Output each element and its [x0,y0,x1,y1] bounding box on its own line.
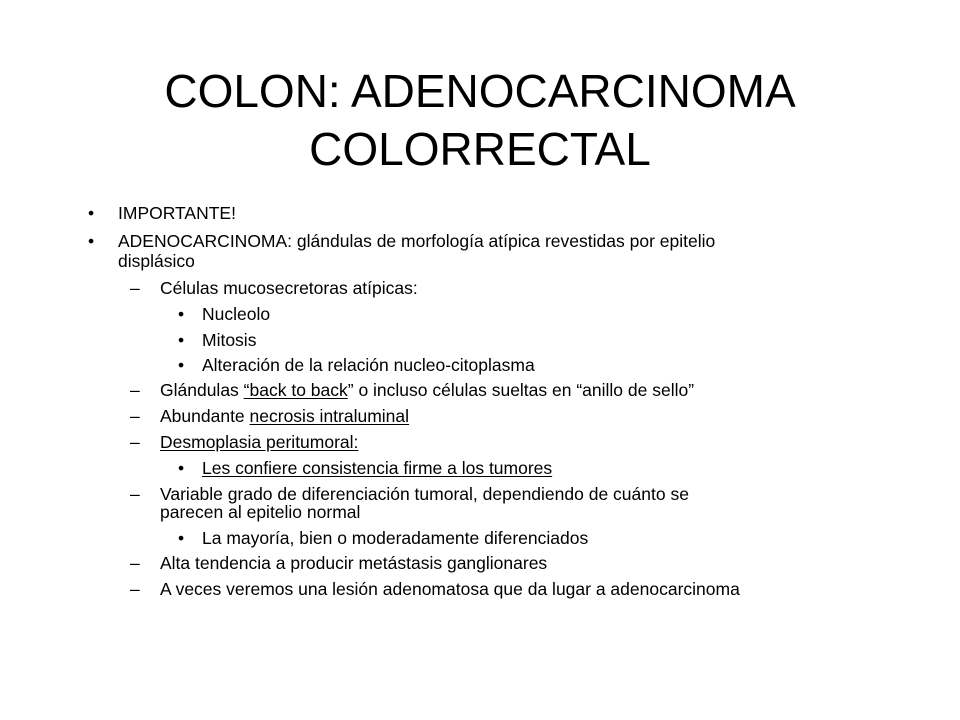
dash-marker: – [130,380,140,400]
bullet-marker: • [178,304,185,324]
underlined-segment: necrosis intraluminal [249,406,410,426]
dash-marker: – [130,484,140,504]
text-segment: Abundante [160,406,250,426]
list-item-text: Nucleolo [202,304,271,324]
list-item-text: La mayoría, bien o moderadamente diferenciados [202,528,589,548]
dash-marker: – [130,579,140,599]
underlined-segment: “back to back [243,380,348,400]
dash-marker: – [130,553,140,573]
list-item-text: Les confiere consistencia firme a los tumores [202,458,553,478]
bullet-marker: • [178,528,185,548]
list-item-text [160,406,409,426]
list-item-text: Células mucosecretoras atípicas: [160,278,418,298]
bullet-marker: • [178,330,185,350]
list-item-text: A veces veremos una lesión adenomatosa que da lugar a adenocarcinoma [160,579,740,599]
dash-marker: – [130,278,140,298]
list-item-text: Desmoplasia peritumoral: [160,432,359,452]
dash-marker: – [130,432,140,452]
list-item-text-line-2: parecen al epitelio normal [160,502,361,522]
list-item-text [160,380,694,400]
list-item-text-line-1: Variable grado de diferenciación tumoral, dependiendo de cuánto se [160,484,689,504]
list-item-text: Mitosis [202,330,257,350]
bullet-marker: • [88,231,95,251]
bullet-marker: • [178,458,185,478]
bullet-marker: • [88,203,95,223]
slide-title [60,62,900,178]
text-segment: Glándulas [160,380,244,400]
slide-title-line-1: COLON: ADENOCARCINOMA [164,65,796,117]
list-item-text: Alteración de la relación nucleo-citoplasma [202,355,535,375]
dash-marker: – [130,406,140,426]
text-segment: ” o incluso células sueltas en “anillo de sello” [347,380,695,400]
list-item-text-line-2: displásico [118,251,195,271]
list-item-text-line-1: ADENOCARCINOMA: glándulas de morfología atípica revestidas por epitelio [118,231,716,251]
list-item-text: Alta tendencia a producir metástasis ganglionares [160,553,548,573]
list-item-text: IMPORTANTE! [118,203,236,223]
slide-title-line-2: COLORRECTAL [309,123,651,175]
bullet-marker: • [178,355,185,375]
